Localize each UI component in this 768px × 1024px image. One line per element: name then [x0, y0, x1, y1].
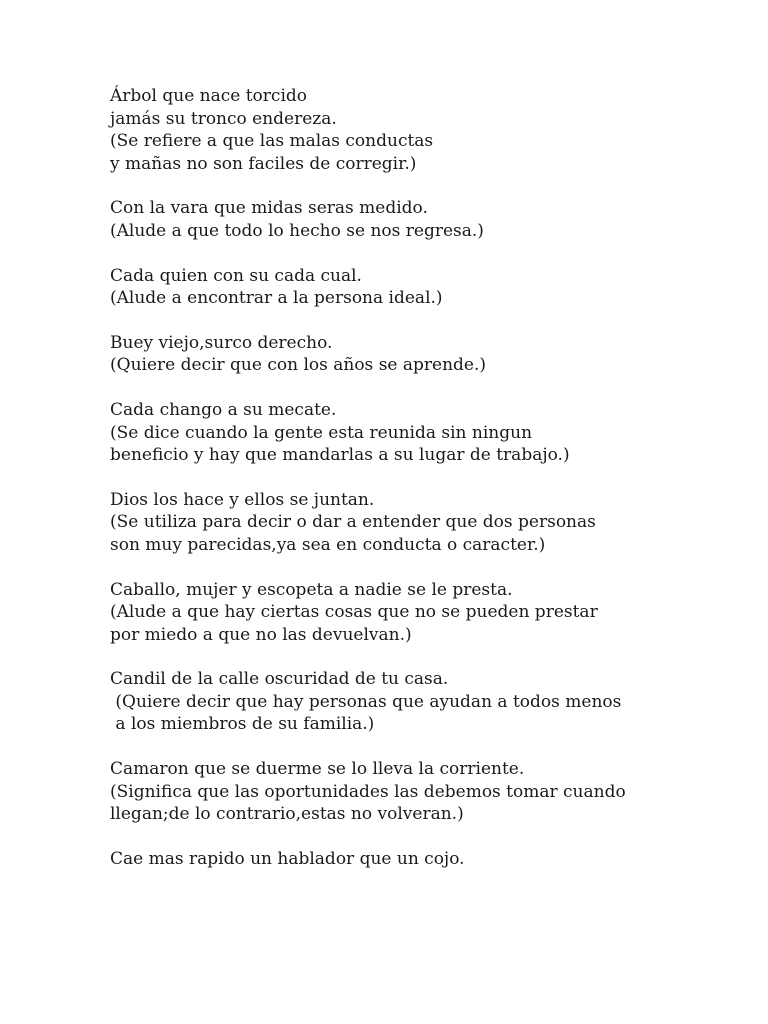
explanation-line: (Alude a que hay ciertas cosas que no se pueden prestar — [110, 602, 598, 623]
refran-line: Cae mas rapido un hablador que un cojo. — [110, 848, 465, 869]
refran-4 — [110, 332, 748, 377]
explanation-line: (Se refiere a que las malas conductas — [110, 131, 434, 152]
explanation-line: (Se dice cuando la gente esta reunida sin ningun — [110, 422, 533, 443]
explanation-line: llegan;de lo contrario,estas no volveran.) — [110, 804, 464, 825]
explanation-line: (Quiere decir que hay personas que ayudan a todos menos — [110, 691, 622, 712]
refran-line: jamás su tronco endereza. — [110, 108, 337, 129]
refran-5 — [110, 399, 748, 467]
refran-line: Cada quien con su cada cual. — [110, 265, 362, 286]
refran-7 — [110, 579, 748, 647]
refran-3 — [110, 265, 748, 310]
refran-6 — [110, 489, 748, 557]
refran-line: Con la vara que midas seras medido. — [110, 198, 428, 219]
explanation-line: y mañas no son faciles de corregir.) — [110, 153, 417, 174]
refran-9 — [110, 758, 748, 826]
refran-line: Cada chango a su mecate. — [110, 399, 337, 420]
refran-line: Buey viejo,surco derecho. — [110, 332, 333, 353]
refran-line: Dios los hace y ellos se juntan. — [110, 489, 375, 510]
explanation-line: (Significa que las oportunidades las debemos tomar cuando — [110, 781, 626, 802]
explanation-line: (Quiere decir que con los años se aprende.) — [110, 355, 487, 376]
refran-1 — [110, 85, 748, 175]
refran-line: Camaron que se duerme se lo lleva la corriente. — [110, 759, 525, 780]
refran-8 — [110, 668, 748, 736]
explanation-line: (Alude a encontrar a la persona ideal.) — [110, 288, 443, 309]
refran-2 — [110, 197, 748, 242]
refran-line: Candil de la calle oscuridad de tu casa. — [110, 669, 449, 690]
explanation-line: beneficio y hay que mandarlas a su lugar de trabajo.) — [110, 445, 570, 466]
refran-line: Árbol que nace torcido — [110, 86, 307, 106]
explanation-line: (Se utiliza para decir o dar a entender que dos personas — [110, 512, 596, 533]
refran-line: Caballo, mujer y escopeta a nadie se le presta. — [110, 579, 513, 600]
explanation-line: (Alude a que todo lo hecho se nos regresa.) — [110, 220, 484, 241]
explanation-line: son muy parecidas,ya sea en conducta o caracter.) — [110, 534, 546, 555]
refran-10 — [110, 848, 748, 871]
explanation-line: por miedo a que no las devuelvan.) — [110, 624, 412, 645]
explanation-line: a los miembros de su familia.) — [110, 714, 375, 735]
